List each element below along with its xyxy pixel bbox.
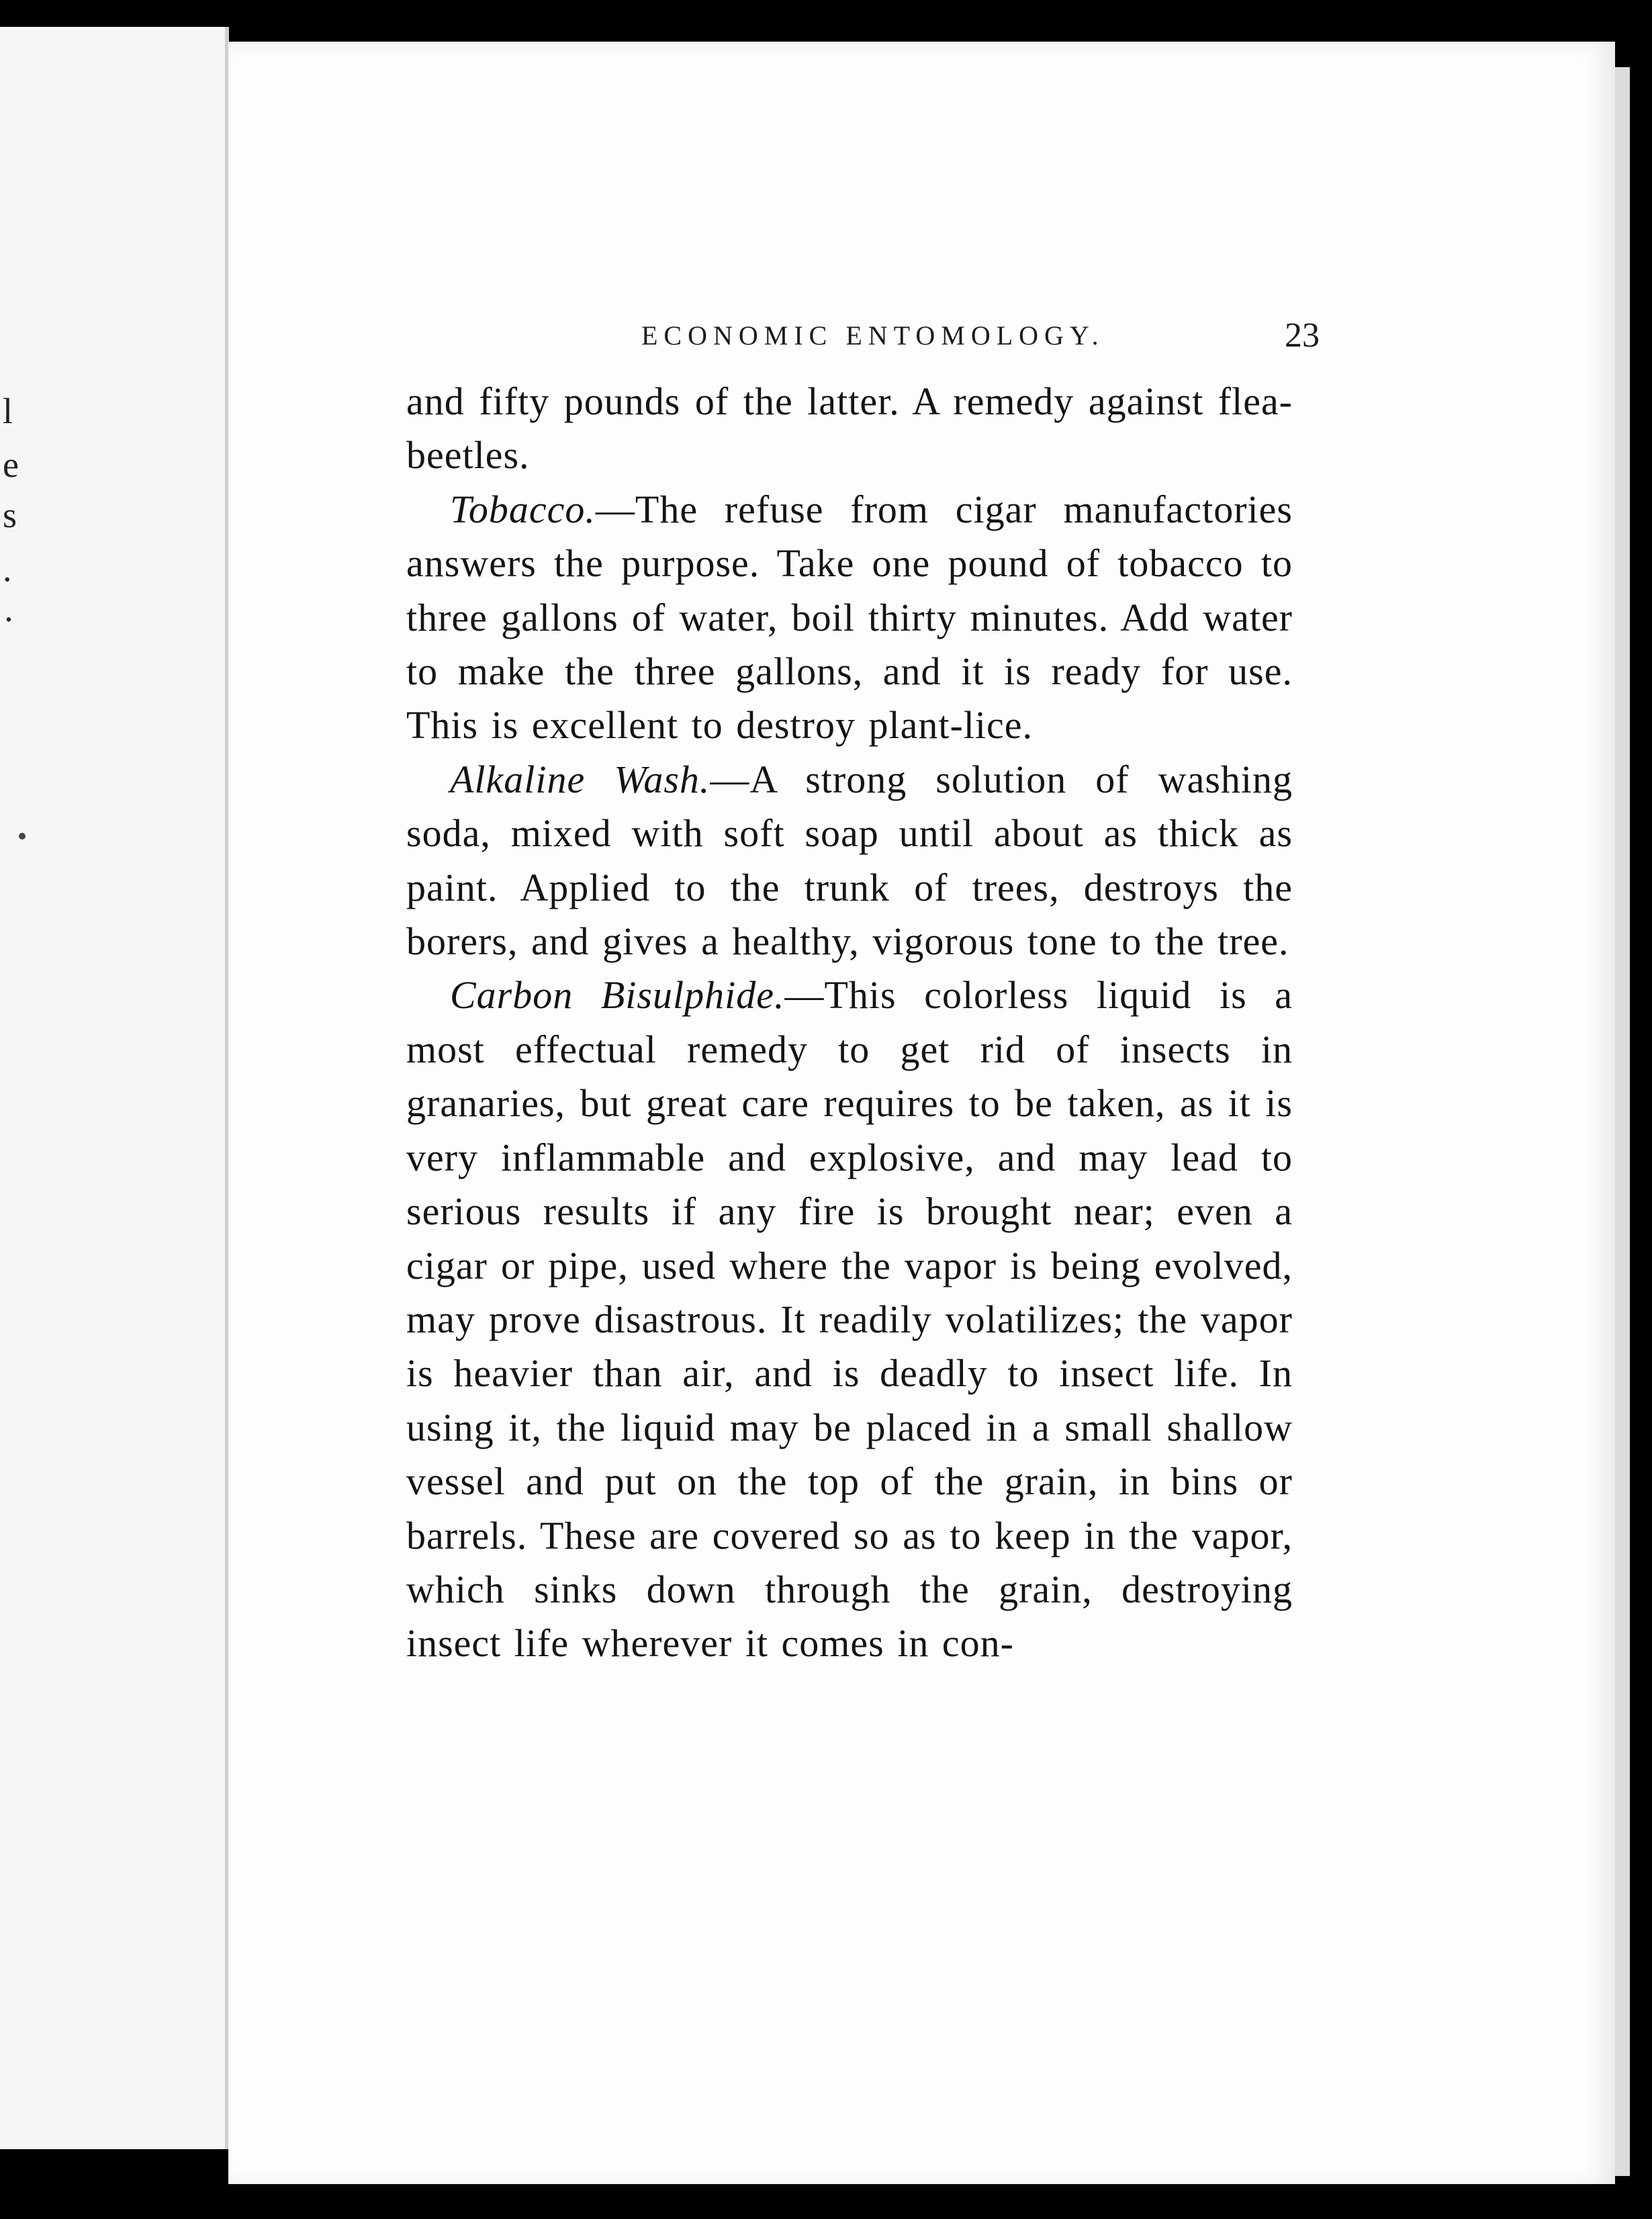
body-text <box>406 375 1293 1671</box>
paragraph-heading: Tobacco. <box>450 487 596 531</box>
facing-page-fragment: s <box>3 495 17 535</box>
page-number: 23 <box>1285 316 1320 355</box>
page-edge <box>1615 67 1630 2176</box>
ink-speck <box>19 833 26 840</box>
facing-page-fragment: . <box>3 549 12 589</box>
running-title: ECONOMIC ENTOMOLOGY. <box>641 320 1105 351</box>
running-header <box>413 316 1320 356</box>
paragraph-text: —The refuse from cigar manufactories answers the purpose. Take one pound of tobacco to three gallons of water, boil thirty minutes. Add water to make the three gallons, and it is ready for use. This is excellent to destroy plant-lice. <box>406 487 1293 748</box>
paragraph-heading: Alkaline Wash. <box>450 757 710 801</box>
paragraph-heading: Carbon Bisulphide. <box>450 973 785 1017</box>
paragraph-text: —This colorless liquid is a most effectual remedy to get rid of insects in granaries, but great care requires to be taken, as it is very inflammable and explosive, and may lead to serious results if any fire is brought near; even a cigar or pipe, used where the vapor is being evolved, may prove disastrous. It readily volatilizes; the vapor is heavier than air, and is deadly to insect life. In using it, the liquid may be placed in a small shallow vessel and put on the top of the grain, in bins or barrels. These are covered so as to keep in the vapor, which sinks down through the grain, destroying insect life wherever it comes in con- <box>406 973 1293 1666</box>
paragraph-text: and fifty pounds of the latter. A remedy against flea-beetles. <box>406 379 1293 478</box>
facing-page-fragment: e <box>3 445 19 485</box>
facing-page-fragment: l <box>3 391 13 431</box>
paragraph-text: —A strong solution of washing soda, mixed with soft soap until about as thick as paint. Applied to the trunk of trees, destroys the borers, and gives a healthy, vigorous tone to the tree. <box>406 757 1293 964</box>
paragraph <box>406 968 1293 1670</box>
paragraph <box>406 483 1293 753</box>
facing-page <box>0 27 229 2149</box>
facing-page-fragment: · <box>3 599 15 639</box>
paragraph <box>406 375 1293 483</box>
paragraph <box>406 753 1293 969</box>
